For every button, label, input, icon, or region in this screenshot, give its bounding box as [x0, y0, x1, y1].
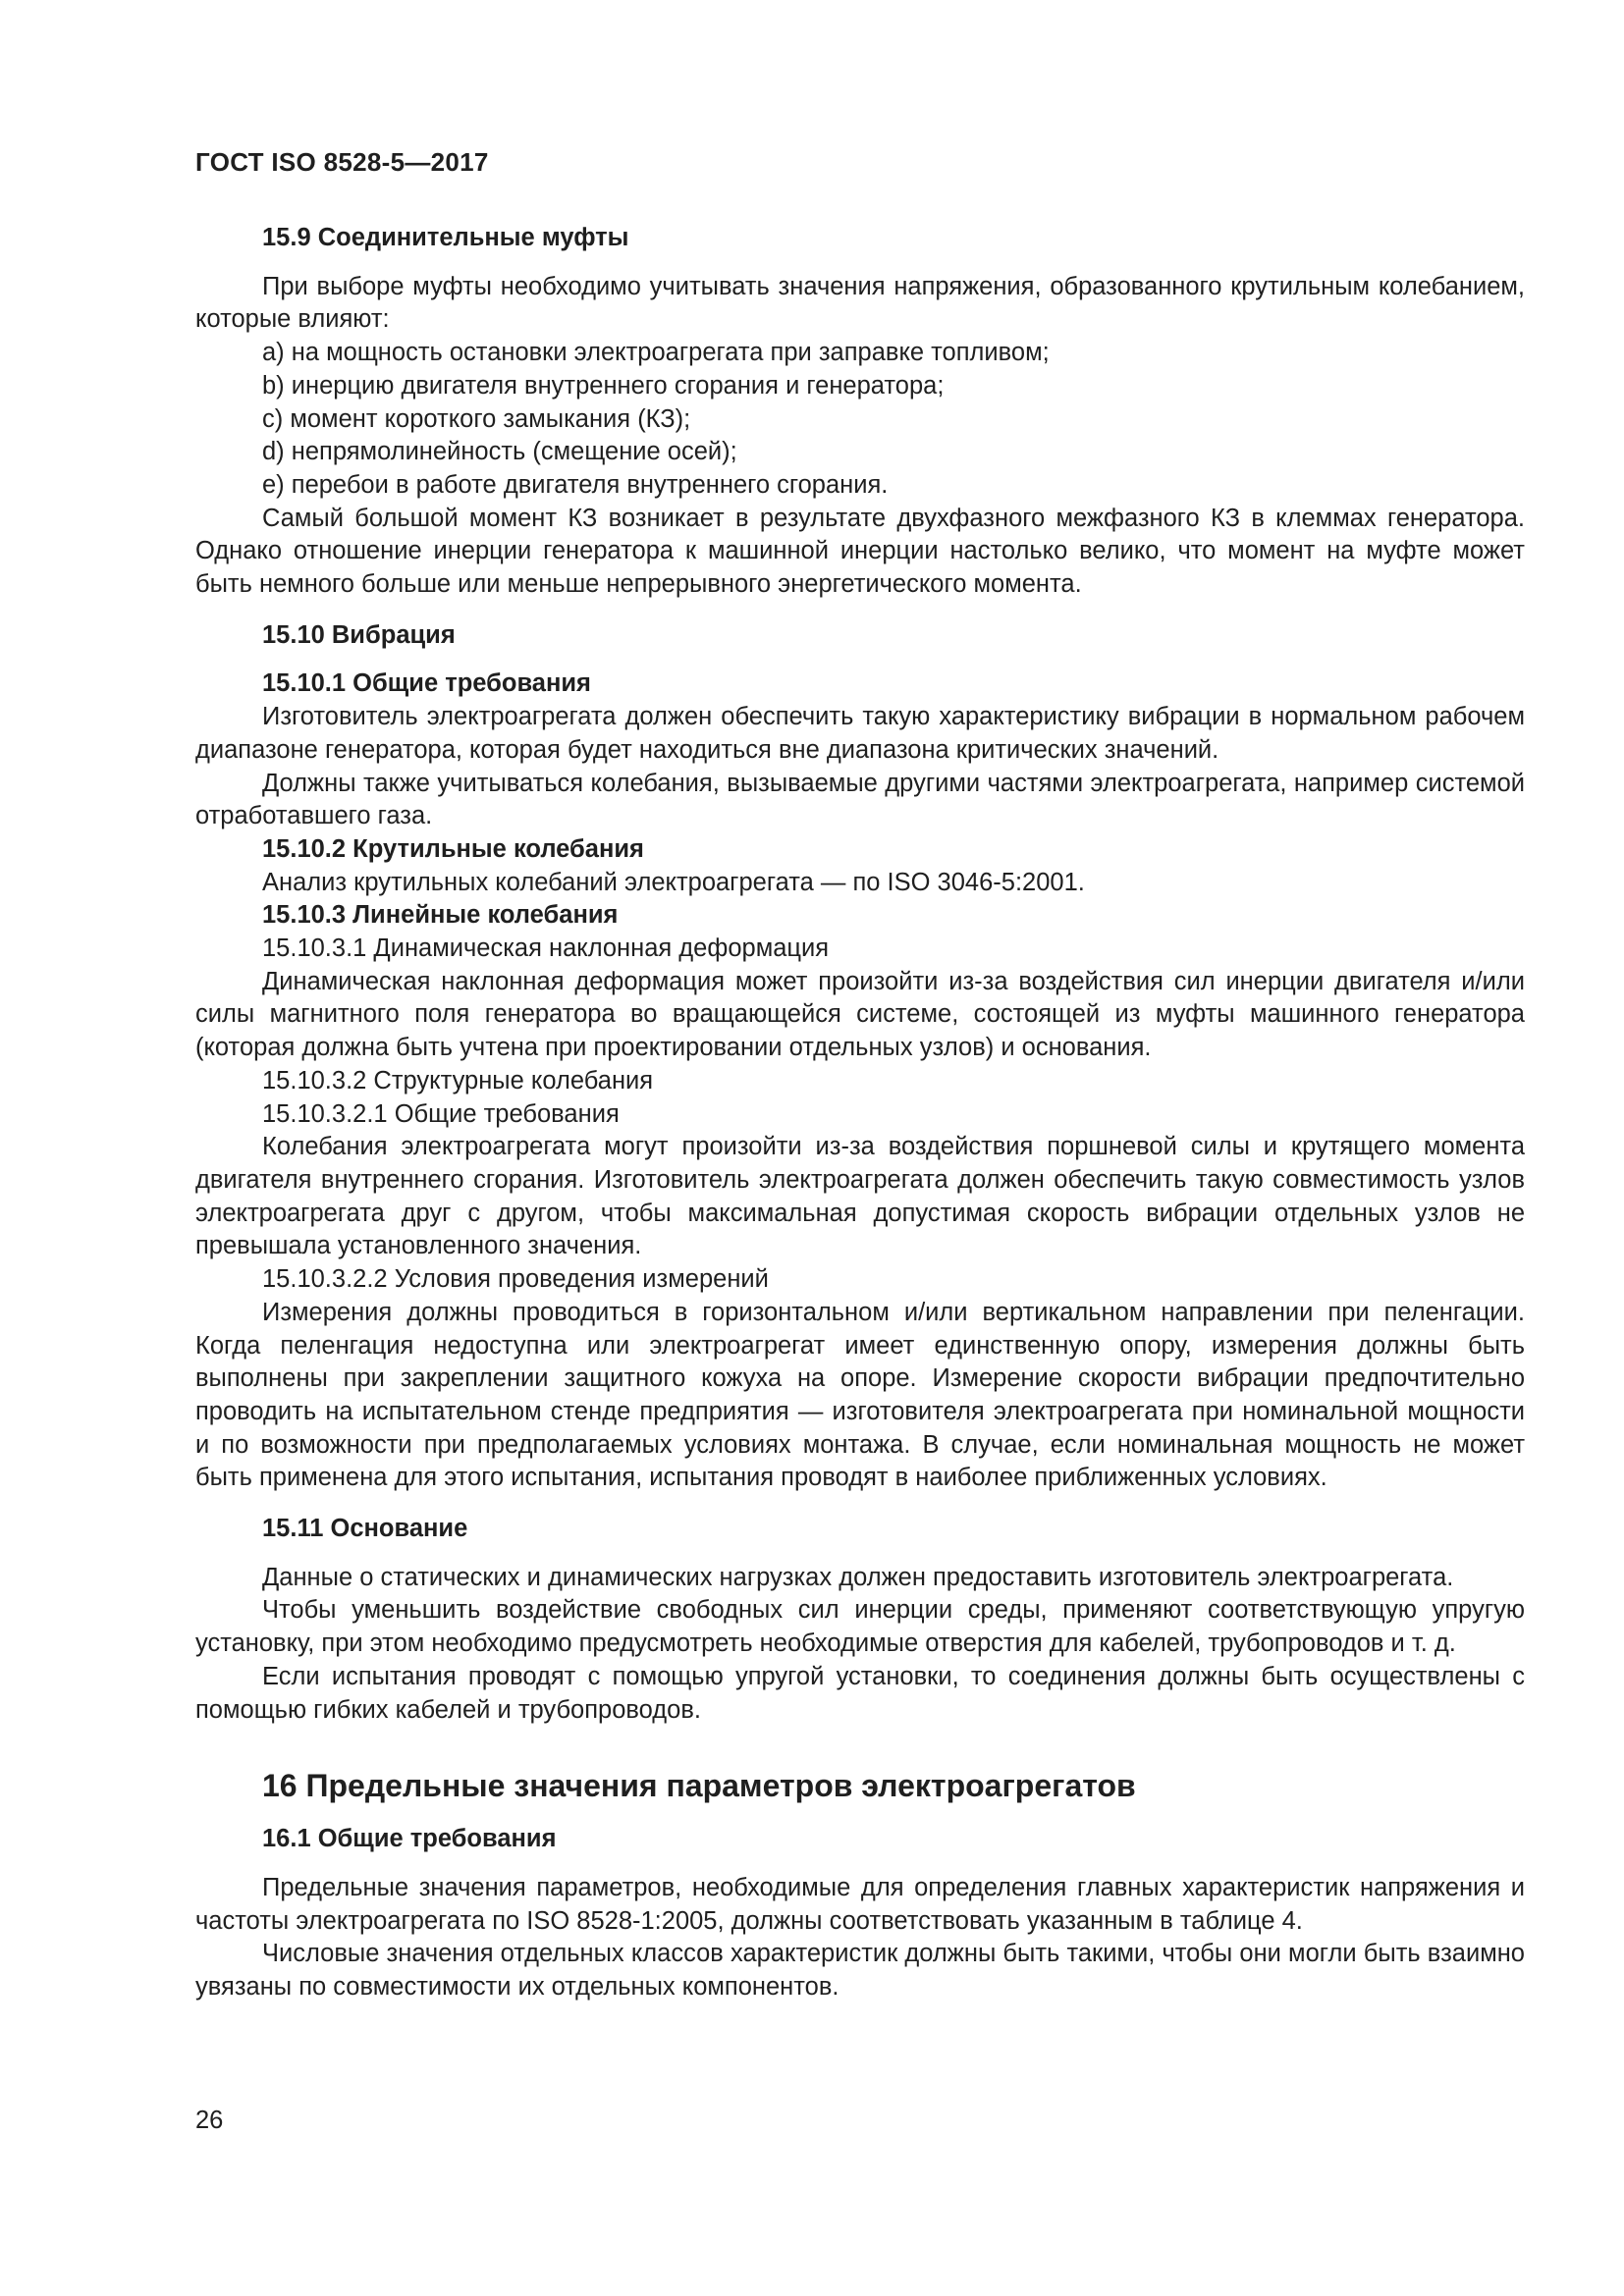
section-15-10-2-heading: 15.10.2 Крутильные колебания	[262, 834, 644, 863]
section-15-9-heading: 15.9 Соединительные муфты	[262, 224, 629, 251]
section-15-10-3-heading: 15.10.3 Линейные колебания	[262, 901, 619, 930]
paragraph: Предельные значения параметров, необходимые для определения главных характеристик напряжения и частоты электроагрегата по ISO 8528-1:2005, должны соответствовать указанным в таблице 4.	[195, 1873, 1525, 1935]
subsection-title: 15.10.3.1 Динамическая наклонная деформация	[262, 934, 830, 963]
page-number: 26	[195, 2107, 224, 2134]
paragraph: Данные о статических и динамических нагрузках должен предоставить изготовитель электроагрегата.	[262, 1563, 1454, 1591]
paragraph: Самый большой момент КЗ возникает в результате двухфазного межфазного КЗ в клеммах генератора. Однако отношение инерции генератора к машинной инерции настолько велико, что момент на муфте может быть немного больше или меньше непрерывного энергетического момента.	[195, 504, 1525, 599]
paragraph: Изготовитель электроагрегата должен обеспечить такую характеристику вибрации в нормальном рабочем диапазоне генератора, которая будет находиться вне диапазона критических значений.	[195, 703, 1525, 764]
list-item: c) момент короткого замыкания (КЗ);	[262, 404, 691, 433]
paragraph: Колебания электроагрегата могут произойти из-за воздействия поршневой силы и крутящего момента двигателя внутреннего сгорания. Изготовитель электроагрегата должен обеспечить такую совместимость узлов электроагрегата друг с другом, чтобы максимальная допустимая скорость вибрации отдельных узлов не превышала установленного значения.	[195, 1133, 1525, 1260]
paragraph: Должны также учитываться колебания, вызываемые другими частями электроагрегата, например системой отработавшего газа.	[195, 769, 1525, 830]
section-15-10-1-heading: 15.10.1 Общие требования	[262, 669, 591, 698]
list-item: d) непрямолинейность (смещение осей);	[262, 438, 737, 466]
section-15-10-heading: 15.10 Вибрация	[262, 620, 456, 649]
list-item: a) на мощность остановки электроагрегата при заправке топливом;	[262, 339, 1050, 367]
paragraph: При выборе муфты необходимо учитывать значения напряжения, образованного крутильным колебанием, которые влияют:	[195, 272, 1525, 334]
subsection-title: 15.10.3.2.1 Общие требования	[262, 1099, 620, 1128]
list-item: e) перебои в работе двигателя внутреннего сгорания.	[262, 470, 889, 499]
section-16-1-heading: 16.1 Общие требования	[262, 1825, 557, 1853]
page-content	[195, 222, 1525, 2004]
paragraph: Измерения должны проводиться в горизонтальном и/или вертикальном направлении при пеленгации. Когда пеленгация недоступна или электроагрегат имеет единственную опору, измерения должны быть выполнены при закреплении защитного кожуха на опоре. Измерение скорости вибрации предпочтительно проводить на испытательном стенде предприятия — изготовителя электроагрегата при номинальной мощности и по возможности при предполагаемых условиях монтажа. В случае, если номинальная мощность не может быть применена для этого испытания, испытания проводят в наиболее приближенных условиях.	[195, 1298, 1525, 1492]
paragraph: Анализ крутильных колебаний электроагрегата — по ISO 3046-5:2001.	[262, 868, 1085, 896]
subsection-title: 15.10.3.2 Структурные колебания	[262, 1066, 654, 1095]
list-item: b) инерцию двигателя внутреннего сгорания и генератора;	[262, 371, 945, 400]
section-16-heading: 16 Предельные значения параметров электроагрегатов	[262, 1768, 1136, 1804]
paragraph: Числовые значения отдельных классов характеристик должны быть такими, чтобы они могли быть взаимно увязаны по совместимости их отдельных компонентов.	[195, 1940, 1525, 2002]
paragraph: Чтобы уменьшить воздействие свободных сил инерции среды, применяют соответствующую упругую установку, при этом необходимо предусмотреть необходимые отверстия для кабелей, трубопроводов и т. д.	[195, 1596, 1525, 1658]
section-15-11-heading: 15.11 Основание	[262, 1515, 468, 1543]
document-header: ГОСТ ISO 8528-5—2017	[195, 147, 489, 177]
paragraph: Если испытания проводят с помощью упругой установки, то соединения должны быть осуществлены с помощью гибких кабелей и трубопроводов.	[195, 1662, 1525, 1724]
paragraph: Динамическая наклонная деформация может произойти из-за воздействия сил инерции двигателя и/или силы магнитного поля генератора во вращающейся системе, состоящей из муфты машинного генератора (которая должна быть учтена при проектировании отдельных узлов) и основания.	[195, 967, 1525, 1062]
subsection-title: 15.10.3.2.2 Условия проведения измерений	[262, 1265, 769, 1294]
